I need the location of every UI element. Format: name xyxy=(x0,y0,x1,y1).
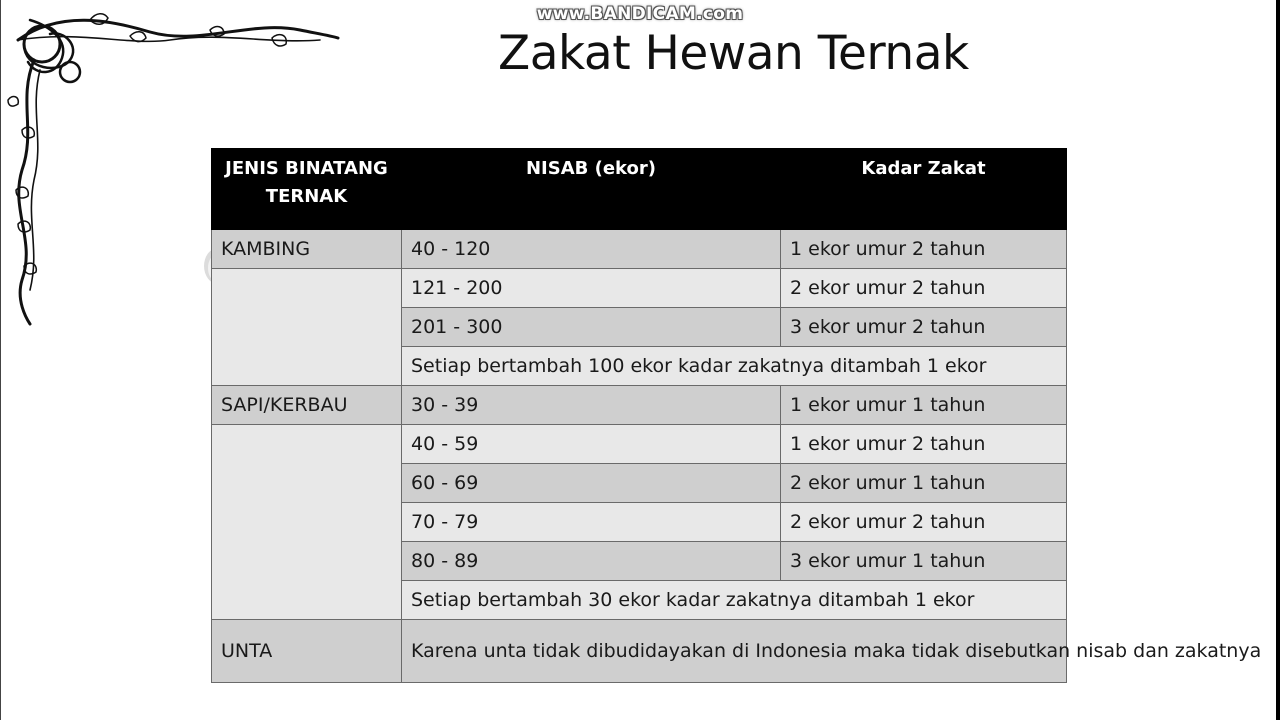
table-row xyxy=(212,386,1067,425)
kadar-cell: 2 ekor umur 2 tahun xyxy=(781,503,1067,542)
table-row xyxy=(212,230,1067,269)
header-kadar-zakat: Kadar Zakat xyxy=(781,149,1067,230)
kadar-cell: 3 ekor umur 1 tahun xyxy=(781,542,1067,581)
animal-label-kambing: KAMBING xyxy=(212,230,402,269)
nisab-cell: 121 - 200 xyxy=(402,269,781,308)
nisab-cell: 30 - 39 xyxy=(402,386,781,425)
animal-label-unta: UNTA xyxy=(212,620,402,683)
nisab-cell: 201 - 300 xyxy=(402,308,781,347)
animal-group-sapi-spacer xyxy=(212,425,402,620)
slide-title: Zakat Hewan Ternak xyxy=(498,26,969,81)
table-row xyxy=(212,620,1067,683)
nisab-cell: 40 - 120 xyxy=(402,230,781,269)
table-row xyxy=(212,269,1067,308)
animal-label-sapi-kerbau: SAPI/KERBAU xyxy=(212,386,402,425)
nisab-cell: 40 - 59 xyxy=(402,425,781,464)
kadar-cell: 1 ekor umur 1 tahun xyxy=(781,386,1067,425)
header-nisab: NISAB (ekor) xyxy=(402,149,781,230)
unta-note: Karena unta tidak dibudidayakan di Indonesia maka tidak disebutkan nisab dan zakatnya xyxy=(402,620,1067,683)
kadar-cell: 2 ekor umur 1 tahun xyxy=(781,464,1067,503)
nisab-cell: 60 - 69 xyxy=(402,464,781,503)
kadar-cell: 2 ekor umur 2 tahun xyxy=(781,269,1067,308)
table-row xyxy=(212,425,1067,464)
sapi-note: Setiap bertambah 30 ekor kadar zakatnya ditambah 1 ekor xyxy=(402,581,1067,620)
animal-group-kambing-spacer xyxy=(212,269,402,386)
kadar-cell: 3 ekor umur 2 tahun xyxy=(781,308,1067,347)
slide-right-edge xyxy=(1276,0,1280,720)
zakat-table xyxy=(211,148,1262,683)
kadar-cell: 1 ekor umur 2 tahun xyxy=(781,230,1067,269)
bandicam-watermark: www.BANDICAM.com xyxy=(536,4,744,24)
kambing-note: Setiap bertambah 100 ekor kadar zakatnya ditambah 1 ekor xyxy=(402,347,1067,386)
kadar-cell: 1 ekor umur 2 tahun xyxy=(781,425,1067,464)
nisab-cell: 70 - 79 xyxy=(402,503,781,542)
header-jenis-binatang: JENIS BINATANG TERNAK xyxy=(212,149,402,230)
table-header-row xyxy=(212,149,1067,230)
nisab-cell: 80 - 89 xyxy=(402,542,781,581)
